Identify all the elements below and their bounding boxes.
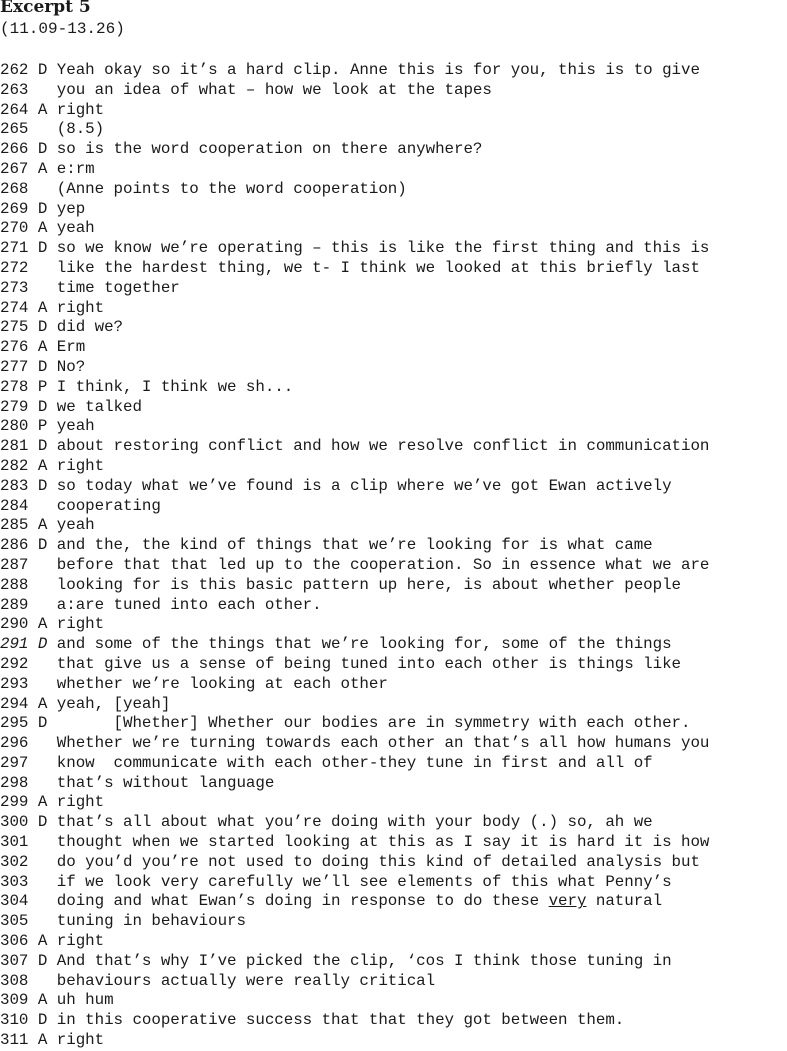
speaker-label: A	[37, 694, 48, 713]
speaker-label	[38, 675, 47, 693]
line-number: 262	[0, 61, 29, 79]
speaker-label: P	[37, 377, 48, 396]
transcript-line	[0, 140, 709, 160]
transcript-line	[0, 655, 709, 675]
line-number: 272	[0, 258, 29, 277]
speaker-label: D	[37, 199, 48, 218]
speaker-label	[38, 833, 47, 851]
utterance-text: Whether we’re turning towards each other an that’s all how humans you	[56, 734, 710, 753]
transcript-line	[0, 1011, 709, 1031]
utterance-text: before that that led up to the cooperation. So in essence what we are	[56, 555, 710, 574]
transcript-line	[0, 279, 709, 299]
utterance-text: right	[56, 615, 105, 634]
transcript-line	[0, 516, 709, 536]
transcript-line	[0, 695, 709, 715]
transcript-line	[0, 417, 709, 437]
transcript-line	[0, 952, 709, 972]
line-number: 268	[0, 179, 29, 198]
line-number: 310	[0, 1011, 29, 1030]
transcript-line	[0, 200, 709, 220]
transcript-line	[0, 754, 709, 774]
utterance-text: a:are tuned into each other.	[56, 595, 322, 614]
utterance-text: so we know we’re operating – this is like the first thing and this is	[56, 239, 710, 258]
line-number: 276	[0, 338, 29, 357]
utterance-text: so today what we’ve found is a clip where we’ve got Ewan actively	[56, 476, 672, 495]
utterance-text: if we look very carefully we’ll see elements of this what Penny’s	[56, 872, 672, 891]
line-number: 289	[0, 595, 29, 614]
line-number: 301	[0, 833, 29, 852]
line-number: 271	[0, 239, 29, 258]
transcript-line	[0, 180, 709, 200]
speaker-label	[38, 972, 47, 990]
utterance-text: No?	[56, 357, 86, 376]
utterance-text: we talked	[56, 397, 142, 416]
transcript	[0, 61, 709, 1051]
transcript-line	[0, 61, 709, 81]
speaker-label: D	[37, 239, 48, 258]
transcript-line	[0, 477, 709, 497]
utterance-text: whether we’re looking at each other	[56, 674, 388, 693]
speaker-label: A	[37, 1031, 48, 1050]
speaker-label: A	[37, 991, 48, 1010]
line-number: 293	[0, 674, 29, 693]
speaker-label	[38, 892, 47, 910]
line-number: 284	[0, 496, 29, 515]
utterance-text: like the hardest thing, we t- I think we looked at this briefly last	[56, 258, 700, 277]
speaker-label	[38, 774, 47, 792]
speaker-label: D	[37, 437, 48, 456]
utterance-text: yeah	[56, 516, 95, 535]
utterance-text-continued: natural	[586, 892, 663, 911]
utterance-text: yeah	[56, 219, 95, 238]
transcript-line	[0, 497, 709, 517]
line-number: 300	[0, 813, 29, 832]
line-number: 298	[0, 773, 29, 792]
transcript-line	[0, 81, 709, 101]
transcript-line	[0, 714, 709, 734]
utterance-text: right	[56, 793, 105, 812]
line-number: 265	[0, 120, 29, 139]
line-number: 264	[0, 100, 29, 119]
line-number: 304	[0, 892, 29, 911]
line-number: 292	[0, 654, 29, 673]
transcript-line	[0, 991, 709, 1011]
utterance-text: looking for is this basic pattern up here, is about whether people	[56, 575, 681, 594]
utterance-text: yeah	[56, 417, 95, 436]
utterance-text: Yeah okay so it’s a hard clip. Anne this is for you, this is to give	[56, 61, 700, 79]
transcript-line	[0, 892, 709, 912]
speaker-label: A	[37, 159, 48, 178]
line-number: 275	[0, 318, 29, 337]
line-number: 278	[0, 377, 29, 396]
line-number: 286	[0, 536, 29, 555]
transcript-line	[0, 912, 709, 932]
utterance-text: and some of the things that we’re looking for, some of the things	[56, 635, 672, 654]
transcript-line	[0, 318, 709, 338]
speaker-label: D	[37, 536, 48, 555]
speaker-label	[38, 497, 47, 515]
transcript-line	[0, 101, 709, 121]
line-number: 287	[0, 555, 29, 574]
utterance-text: that’s all about what you’re doing with your body (.) so, ah we	[56, 813, 653, 832]
transcript-line	[0, 853, 709, 873]
excerpt-heading: Excerpt 5	[0, 0, 91, 17]
transcript-line	[0, 259, 709, 279]
speaker-label: A	[37, 219, 48, 238]
utterance-text: in this cooperative success that that they got between them.	[56, 1011, 625, 1030]
speaker-label	[38, 655, 47, 673]
underlined-word: very	[548, 892, 587, 911]
speaker-label: D	[37, 318, 48, 337]
speaker-label	[38, 873, 47, 891]
utterance-text: right	[56, 1031, 105, 1050]
speaker-label: D	[37, 61, 48, 79]
speaker-label: D	[37, 635, 48, 654]
speaker-label	[38, 81, 47, 99]
speaker-label: A	[37, 298, 48, 317]
transcript-line	[0, 239, 709, 259]
speaker-label: D	[37, 1011, 48, 1030]
line-number: 269	[0, 199, 29, 218]
utterance-text: Erm	[56, 338, 86, 357]
speaker-label: D	[37, 951, 48, 970]
line-number: 294	[0, 694, 29, 713]
utterance-text: that’s without language	[56, 773, 275, 792]
utterance-text: know communicate with each other-they tune in first and all of	[56, 753, 653, 772]
speaker-label	[38, 754, 47, 772]
speaker-label	[38, 180, 47, 198]
speaker-label	[38, 853, 47, 871]
speaker-label: D	[37, 714, 48, 733]
line-number: 307	[0, 951, 29, 970]
utterance-text: time together	[56, 278, 180, 297]
transcript-line	[0, 596, 709, 616]
utterance-text: about restoring conflict and how we resolve conflict in communication	[56, 437, 710, 456]
transcript-line	[0, 793, 709, 813]
transcript-line	[0, 536, 709, 556]
line-number: 306	[0, 932, 29, 951]
utterance-text: and the, the kind of things that we’re looking for is what came	[56, 536, 653, 555]
line-number: 267	[0, 159, 29, 178]
utterance-text: right	[56, 456, 105, 475]
transcript-line	[0, 873, 709, 893]
utterance-text: that give us a sense of being tuned into each other is things like	[56, 654, 681, 673]
utterance-text: tuning in behaviours	[56, 912, 246, 931]
speaker-label: D	[37, 397, 48, 416]
line-number: 295	[0, 714, 29, 733]
speaker-label: A	[37, 932, 48, 951]
line-number: 291	[0, 635, 29, 654]
utterance-text: right	[56, 100, 105, 119]
speaker-label	[38, 734, 47, 752]
speaker-label: A	[37, 793, 48, 812]
transcript-line	[0, 398, 709, 418]
speaker-label	[38, 279, 47, 297]
utterance-text: I think, I think we sh...	[56, 377, 294, 396]
utterance-text: did we?	[56, 318, 123, 337]
utterance-text: doing and what Ewan’s doing in response to do these	[56, 892, 549, 911]
transcript-line	[0, 813, 709, 833]
line-number: 302	[0, 852, 29, 871]
speaker-label	[38, 259, 47, 277]
line-number: 311	[0, 1031, 29, 1050]
speaker-label	[38, 576, 47, 594]
transcript-line	[0, 932, 709, 952]
utterance-text: [Whether] Whether our bodies are in symmetry with each other.	[56, 714, 691, 733]
speaker-label	[38, 556, 47, 574]
timestamp-range: (11.09-13.26)	[0, 20, 125, 38]
utterance-text: cooperating	[56, 496, 161, 515]
transcript-line	[0, 120, 709, 140]
transcript-line	[0, 635, 709, 655]
speaker-label	[38, 596, 47, 614]
speaker-label	[38, 120, 47, 138]
transcript-line	[0, 219, 709, 239]
speaker-label: A	[37, 100, 48, 119]
utterance-text: do you’d you’re not used to doing this kind of detailed analysis but	[56, 852, 700, 871]
line-number: 266	[0, 140, 29, 159]
utterance-text: (Anne points to the word cooperation)	[56, 179, 407, 198]
speaker-label: A	[37, 456, 48, 475]
utterance-text: yeah, [yeah]	[56, 694, 171, 713]
line-number: 277	[0, 357, 29, 376]
utterance-text: you an idea of what – how we look at the tapes	[56, 80, 492, 99]
line-number: 279	[0, 397, 29, 416]
line-number: 303	[0, 872, 29, 891]
speaker-label: D	[37, 813, 48, 832]
line-number: 309	[0, 991, 29, 1010]
transcript-line	[0, 556, 709, 576]
speaker-label: A	[37, 615, 48, 634]
transcript-line	[0, 437, 709, 457]
transcript-line	[0, 457, 709, 477]
line-number: 270	[0, 219, 29, 238]
line-number: 308	[0, 971, 29, 990]
line-number: 281	[0, 437, 29, 456]
transcript-line	[0, 160, 709, 180]
line-number: 290	[0, 615, 29, 634]
line-number: 280	[0, 417, 29, 436]
utterance-text: right	[56, 932, 105, 951]
utterance-text: right	[56, 298, 105, 317]
transcript-line	[0, 358, 709, 378]
speaker-label: D	[37, 140, 48, 159]
line-number: 283	[0, 476, 29, 495]
speaker-label: A	[37, 516, 48, 535]
line-number: 263	[0, 80, 29, 99]
transcript-line	[0, 972, 709, 992]
transcript-line	[0, 734, 709, 754]
line-number: 282	[0, 456, 29, 475]
line-number: 305	[0, 912, 29, 931]
line-number: 274	[0, 298, 29, 317]
transcript-line	[0, 299, 709, 319]
speaker-label: D	[37, 476, 48, 495]
utterance-text: yep	[56, 199, 86, 218]
utterance-text: And that’s why I’ve picked the clip, ‘cos I think those tuning in	[56, 951, 672, 970]
transcript-line	[0, 378, 709, 398]
speaker-label	[38, 912, 47, 930]
speaker-label: A	[37, 338, 48, 357]
transcript-line	[0, 774, 709, 794]
line-number: 299	[0, 793, 29, 812]
transcript-line	[0, 576, 709, 596]
utterance-text: (8.5)	[56, 120, 105, 139]
line-number: 285	[0, 516, 29, 535]
transcript-line	[0, 675, 709, 695]
transcript-line	[0, 833, 709, 853]
speaker-label: P	[37, 417, 48, 436]
utterance-text: so is the word cooperation on there anywhere?	[56, 140, 483, 159]
line-number: 297	[0, 753, 29, 772]
transcript-line	[0, 338, 709, 358]
utterance-text: e:rm	[56, 159, 95, 178]
transcript-line	[0, 615, 709, 635]
line-number: 288	[0, 575, 29, 594]
speaker-label: D	[37, 357, 48, 376]
line-number: 273	[0, 278, 29, 297]
utterance-text: uh hum	[56, 991, 114, 1010]
line-number: 296	[0, 734, 29, 753]
utterance-text: behaviours actually were really critical	[56, 971, 436, 990]
utterance-text: thought when we started looking at this as I say it is hard it is how	[56, 833, 710, 852]
